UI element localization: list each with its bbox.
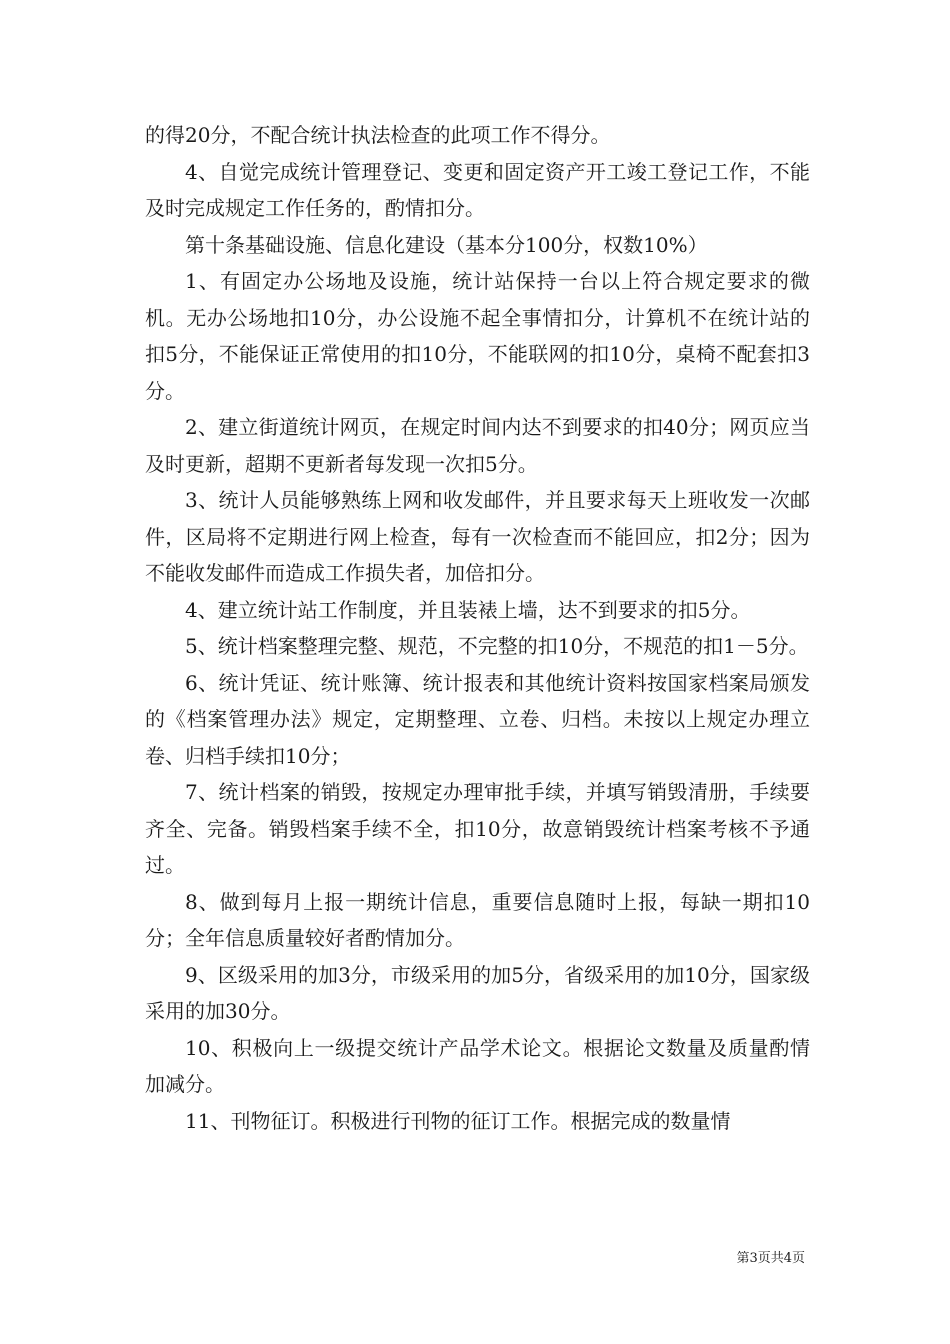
document-body	[145, 117, 810, 1139]
paragraph-3: 1、有固定办公场地及设施，统计站保持一台以上符合规定要求的微机。无办公场地扣10分，办公设施不起全事情扣分，计算机不在统计站的扣5分，不能保证正常使用的扣10分，不能联网的扣10分，桌椅不配套扣3分。	[145, 269, 810, 403]
paragraph-10: 8、做到每月上报一期统计信息，重要信息随时上报，每缺一期扣10分；全年信息质量较好者酌情加分。	[145, 889, 810, 950]
paragraph-7: 5、统计档案整理完整、规范，不完整的扣10分，不规范的扣1－5分。	[185, 634, 809, 658]
paragraph-1: 4、自觉完成统计管理登记、变更和固定资产开工竣工登记工作，不能及时完成规定工作任务的，酌情扣分。	[145, 159, 810, 220]
paragraph-13: 11、刊物征订。积极进行刊物的征订工作。根据完成的数量情	[185, 1108, 731, 1133]
paragraph-2-section-heading: 第十条基础设施、信息化建设（基本分100分，权数10%）	[185, 232, 708, 257]
paragraph-6: 4、建立统计站工作制度，并且装裱上墙，达不到要求的扣5分。	[185, 597, 751, 622]
page-number-footer: 第3页共4页	[736, 1251, 805, 1266]
paragraph-0: 的得20分，不配合统计执法检查的此项工作不得分。	[145, 123, 611, 147]
paragraph-12: 10、积极向上一级提交统计产品学术论文。根据论文数量及质量酌情加减分。	[145, 1035, 810, 1096]
paragraph-8: 6、统计凭证、统计账簿、统计报表和其他统计资料按国家档案局颁发的《档案管理办法》规定，定期整理、立卷、归档。未按以上规定办理立卷、归档手续扣10分；	[145, 670, 810, 768]
paragraph-5: 3、统计人员能够熟练上网和收发邮件，并且要求每天上班收发一次邮件，区局将不定期进行网上检查，每有一次检查而不能回应，扣2分；因为不能收发邮件而造成工作损失者，加倍扣分。	[145, 488, 810, 585]
paragraph-9: 7、统计档案的销毁，按规定办理审批手续，并填写销毁清册，手续要齐全、完备。销毁档案手续不全，扣10分，故意销毁统计档案考核不予通过。	[145, 780, 810, 877]
paragraph-4: 2、建立街道统计网页，在规定时间内达不到要求的扣40分；网页应当及时更新，超期不更新者每发现一次扣5分。	[145, 415, 810, 476]
paragraph-11: 9、区级采用的加3分，市级采用的加5分，省级采用的加10分，国家级采用的加30分。	[145, 962, 810, 1023]
